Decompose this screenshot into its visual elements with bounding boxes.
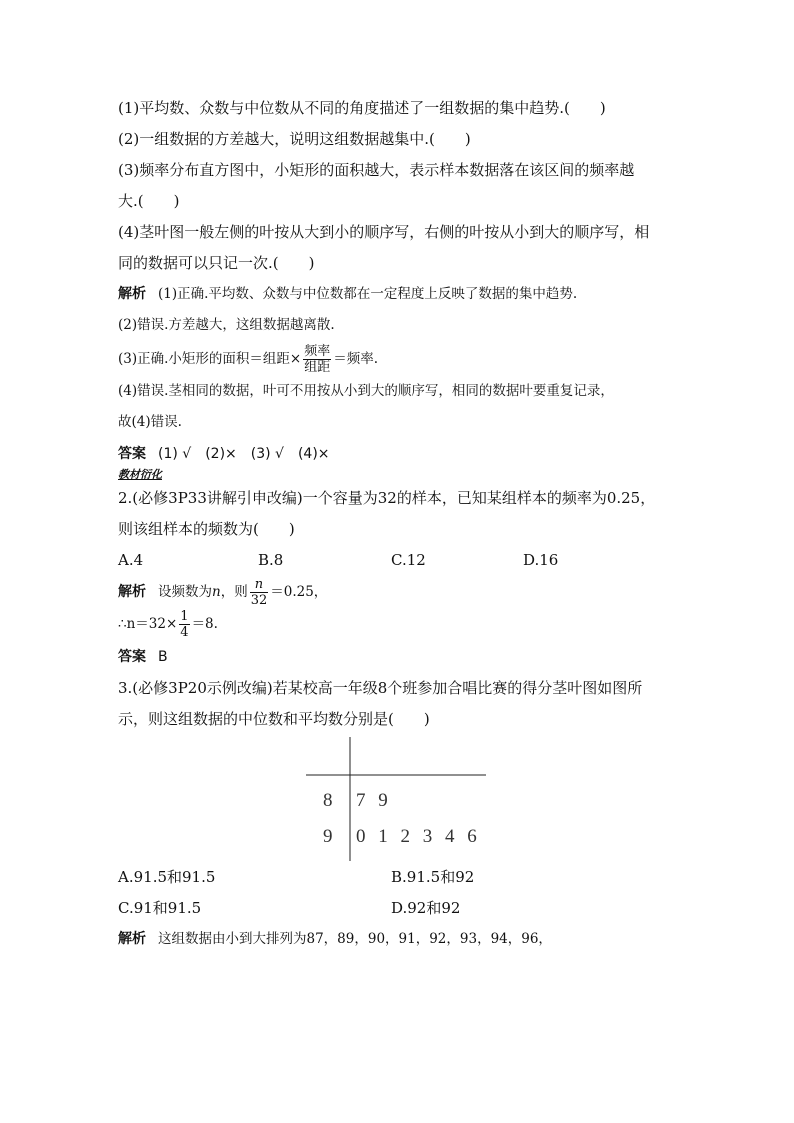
q1-analysis-4: (4)错误.茎相同的数据，叶可不用按从小到大的顺序写，相同的数据叶要重复记录， [118,383,614,399]
q2-analysis-1-prefix: 设频数为 [158,584,212,600]
q2-analysis-1-suffix: ＝0.25， [270,584,328,600]
q1-item-3-cont: 大.( ) [118,192,180,210]
q3-option-b: B.91.5和92 [391,868,475,886]
leaves-8: 7 9 [356,790,392,811]
q1-item-3: (3)频率分布直方图中，小矩形的面积越大，表示样本数据落在该区间的频率越 [118,161,635,179]
document-page [118,96,678,951]
q2-analysis-1 [118,576,678,608]
fraction-numerator: n [250,577,269,593]
q3-options-row-2 [118,896,678,920]
q1-item-2: (2)一组数据的方差越大，说明这组数据越集中.( ) [118,130,471,148]
q3-analysis-text: 这组数据由小到大排列为87，89，90，91，92，93，94，96， [158,931,552,947]
q1-analysis-3 [118,343,678,375]
q2-stem-1: 2.(必修3P33讲解引申改编)一个容量为32的样本，已知某组样本的频率为0.25， [118,489,656,507]
analysis-label: 解析 [118,931,146,947]
q3-stem-1: 3.(必修3P20示例改编)若某校高一年级8个班参加合唱比赛的得分茎叶图如图所 [118,679,643,697]
variable-n: n [212,584,221,600]
fraction-numerator: 频率 [304,344,331,359]
fraction [179,609,189,640]
answer-label: 答案 [118,649,146,665]
q1-item-1: (1)平均数、众数与中位数从不同的角度描述了一组数据的集中趋势.( ) [118,99,606,117]
answer-label: 答案 [118,446,146,462]
q2-stem-2: 则该组样本的频数为( ) [118,520,295,538]
q2-option-b: B.8 [258,551,284,569]
q2-answer-text: B [158,649,168,665]
fraction-denominator: 4 [180,625,189,640]
q2-option-d: D.16 [523,551,559,569]
leaves-9: 0 1 2 3 4 6 [356,826,481,847]
fraction [303,344,331,375]
q1-analysis-text-1: (1)正确.平均数、众数与中位数都在一定程度上反映了数据的集中趋势. [158,286,578,302]
analysis-label: 解析 [118,286,146,302]
q2-analysis-2-prefix: ∴n＝32× [118,616,178,632]
q1-analysis-3-suffix: ＝频率. [333,351,379,367]
q2-analysis-2 [118,608,678,640]
q1-analysis-2: (2)错误.方差越大，这组数据越离散. [118,317,335,333]
q3-stem-2: 示，则这组数据的中位数和平均数分别是( ) [118,710,430,728]
stem-leaf-plot [118,735,678,865]
section-tag: 教材衍化 [118,468,162,481]
fraction-denominator: 组距 [304,360,331,375]
stem-8: 8 [323,790,333,811]
analysis-label: 解析 [118,584,146,600]
fraction-numerator: 1 [180,609,189,624]
stem-leaf-figure [118,735,678,865]
q1-answer-text: (1) √ (2)× (3) √ (4)× [158,446,330,462]
q2-analysis-1-mid: ，则 [220,584,248,600]
q1-answer [118,441,678,466]
q2-analysis-2-suffix: ＝8. [191,616,218,632]
q1-item-4: (4)茎叶图一般左侧的叶按从大到小的顺序写，右侧的叶按从小到大的顺序写，相 [118,223,650,241]
q1-analysis-3-prefix: (3)正确.小矩形的面积＝组距× [118,351,302,367]
q2-options [118,548,678,572]
q3-options-row-1 [118,865,678,889]
q1-analysis-4-cont: 故(4)错误. [118,414,182,430]
q2-option-c: C.12 [391,551,426,569]
stem-9: 9 [323,826,333,847]
q2-answer [118,644,678,669]
q3-option-a: A.91.5和91.5 [118,868,216,886]
q3-option-d: D.92和92 [391,899,461,917]
q1-analysis-1 [118,282,678,306]
fraction [250,577,269,608]
q2-option-a: A.4 [118,551,144,569]
q3-option-c: C.91和91.5 [118,899,202,917]
q3-analysis [118,927,678,951]
fraction-denominator: 32 [250,593,268,608]
q1-item-4-cont: 同的数据可以只记一次.( ) [118,254,315,272]
